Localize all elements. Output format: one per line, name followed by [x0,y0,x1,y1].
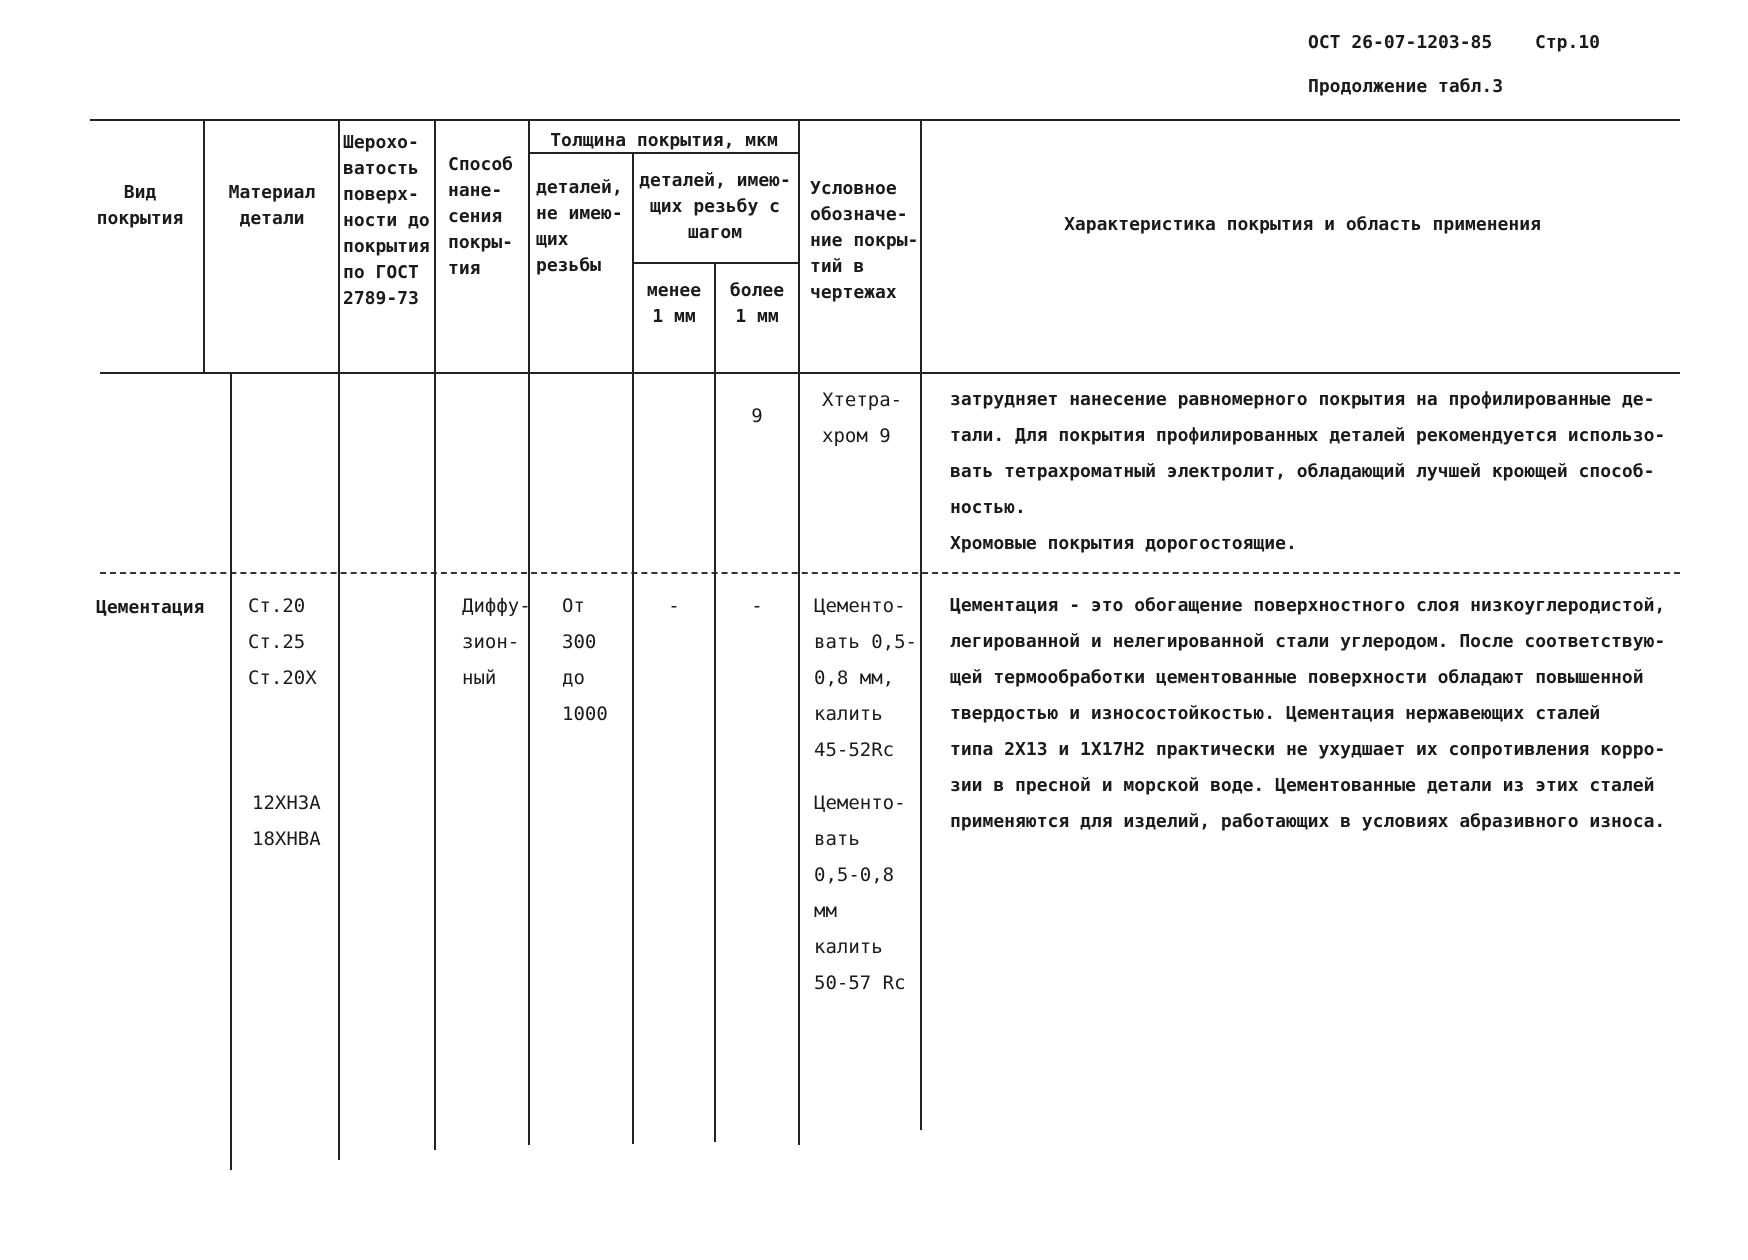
row2-method: Диффу- зион- ный [462,595,531,689]
col-divider-2 [338,120,340,1160]
row2-materials-a: Ст.20 Ст.25 Ст.20Х [248,595,317,689]
row1-char-line-1: затрудняет нанесение равномерного покрытия на профилированные де- [950,389,1655,410]
header-bottom-rule [100,372,1680,374]
row2-char-line-3: щей термообработки цементованные поверхности обладают повышенной [950,667,1644,688]
row2-coating-type: Цементация [96,597,205,618]
col-divider-6 [714,262,716,1142]
header-pitch-less-1mm: менее 1 мм [646,280,702,327]
row2-char-line-7: применяются для изделий, работающих в условиях абразивного износа. [950,811,1666,832]
header-parts-without-thread: деталей, не имею- щих резьбы [536,177,623,276]
row1-char-line-5: Хромовые покрытия дорогостоящие. [950,533,1297,554]
row1-char-line-3: вать тетрахроматный электролит, обладающий лучшей кроющей способ- [950,461,1655,482]
header-surface-roughness: Шерохо- ватость поверх- ности до покрытия по ГОСТ 2789-73 [343,132,430,309]
table-top-rule [90,119,1680,121]
row1-characteristic [950,382,1680,562]
document-code: ОСТ 26-07-1203-85 [1308,32,1493,53]
header-pitch-more-1mm: более 1 мм [729,280,785,327]
row2-char-line-2: легированной и нелегированной стали углеродом. После соответствую- [950,631,1666,652]
page-number: Стр.10 [1535,32,1601,53]
row1-pitch-more: 9 [751,405,763,427]
header-drawing-designation: Условное обозначе- ние покры- тий в чертежах [810,178,919,303]
col-divider-8 [920,120,922,1130]
header-parts-with-thread: деталей, имею- щих резьбу с шагом [639,170,791,243]
row1-char-line-4: ностью. [950,497,1026,518]
row2-char-line-4: твердостью и износостойкостью. Цементация нержавеющих сталей [950,703,1601,724]
row2-pitch-more: - [751,595,763,617]
row2-char-line-5: типа 2Х13 и 1Х17Н2 практически не ухудшает их сопротивления корро- [950,739,1666,760]
col-divider-7 [798,120,800,1145]
header-characteristic: Характеристика покрытия и область применения [1064,214,1541,235]
col-divider-material [230,372,232,1170]
header-coating-thickness: Толщина покрытия, мкм [550,130,778,151]
row2-characteristic [950,588,1680,840]
row2-char-line-1: Цементация - это обогащение поверхностного слоя низкоуглеродистой, [950,595,1666,616]
header-part-material: Материал детали [228,182,316,229]
row1-designation: Хтетра- хром 9 [822,389,903,447]
row2-char-line-6: зии в пресной и морской воде. Цементованные детали из этих сталей [950,775,1655,796]
row2-designation-a: Цементо- вать 0,5- 0,8 мм, калить 45-52Rc [814,595,917,761]
row2-thickness-no-thread: От 300 до 1000 [562,595,608,725]
row-separator-rule [100,572,1680,574]
col-divider-1 [203,120,205,372]
row2-materials-b: 12ХН3А 18ХНВА [252,792,321,850]
table-continuation-note: Продолжение табл.3 [1308,76,1504,97]
row2-pitch-less: - [668,595,680,617]
row1-char-line-2: тали. Для покрытия профилированных деталей рекомендуется использо- [950,425,1666,446]
header-application-method: Способ нане- сения покры- тия [448,154,514,279]
header-coating-type: Вид покрытия [96,182,184,229]
row2-designation-b: Цементо- вать 0,5-0,8 мм калить 50-57 Rc [814,792,906,994]
